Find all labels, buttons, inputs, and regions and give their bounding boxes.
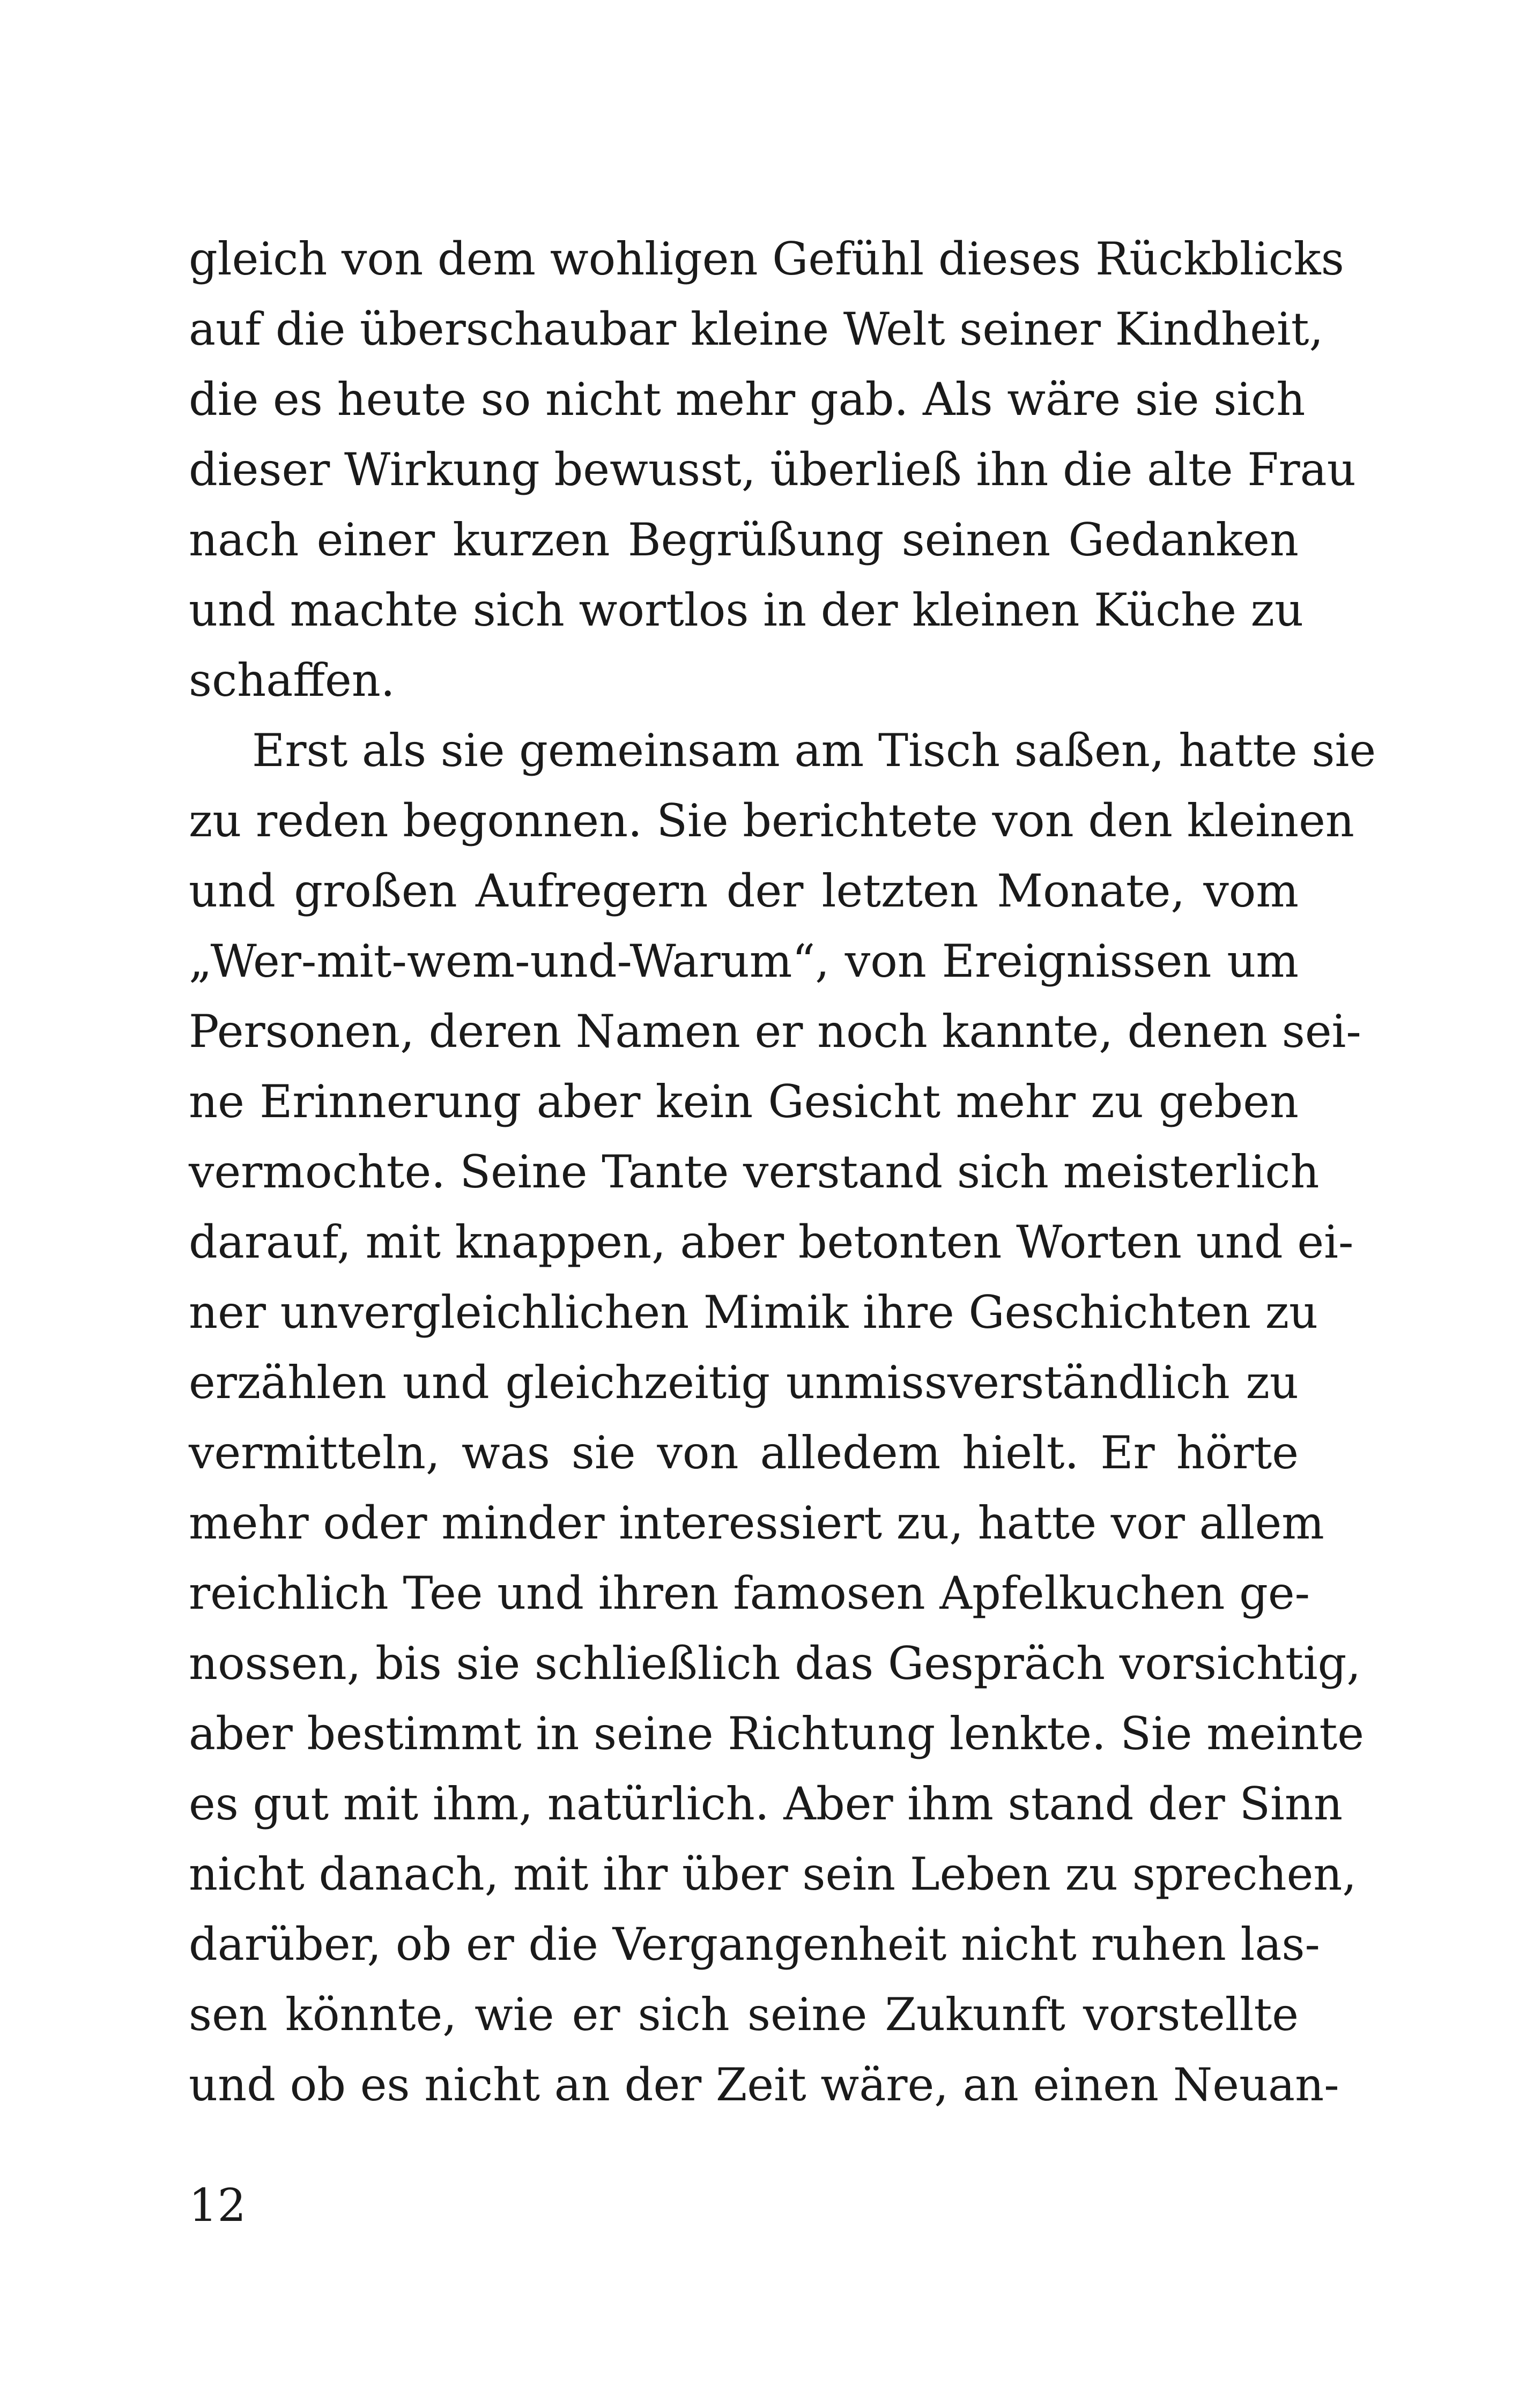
text-line: darauf, mit knappen, aber betonten Worten und ei- [189, 1216, 1354, 1268]
text-line: „Wer-mit-wem-und-Warum“, von Ereignissen um [189, 935, 1299, 987]
paragraph-1 [189, 224, 1356, 716]
text-line: und großen Aufregern der letzten Monate, vom [189, 865, 1299, 917]
text-line: es gut mit ihm, natürlich. Aber ihm stand der Sinn [189, 1778, 1343, 1830]
paragraph-2 [189, 716, 1376, 2120]
text-line: nach einer kurzen Begrüßung seinen Gedanken [189, 514, 1299, 566]
text-line: erzählen und gleichzeitig unmissverständlich zu [189, 1356, 1299, 1409]
text-line: mehr oder minder interessiert zu, hatte vor allem [189, 1497, 1324, 1549]
text-line: auf die überschaubar kleine Welt seiner Kindheit, [189, 303, 1324, 355]
text-line: sen könnte, wie er sich seine Zukunft vorstellte [189, 1988, 1299, 2041]
text-line: schaffen. [189, 654, 395, 707]
text-line: nossen, bis sie schließlich das Gespräch vorsichtig, [189, 1637, 1361, 1690]
text-line: vermitteln, was sie von alledem hielt. Er hörte [189, 1426, 1299, 1479]
text-line: vermochte. Seine Tante verstand sich meisterlich [189, 1146, 1320, 1198]
text-line: nicht danach, mit ihr über sein Leben zu sprechen, [189, 1848, 1357, 1900]
text-line: ne Erinnerung aber kein Gesicht mehr zu geben [189, 1075, 1299, 1128]
text-line: ner unvergleichlichen Mimik ihre Geschichten zu [189, 1286, 1318, 1339]
text-line: und machte sich wortlos in der kleinen Küche zu [189, 584, 1304, 636]
text-line: darüber, ob er die Vergangenheit nicht ruhen las- [189, 1918, 1320, 1971]
text-line: zu reden begonnen. Sie berichtete von den kleinen [189, 794, 1354, 847]
text-line: dieser Wirkung bewusst, überließ ihn die alte Frau [189, 443, 1356, 496]
text-line: Personen, deren Namen er noch kannte, denen sei- [189, 1005, 1361, 1058]
text-line: Erst als sie gemeinsam am Tisch saßen, hatte sie [252, 724, 1376, 777]
page-number: 12 [189, 2179, 246, 2232]
text-line: und ob es nicht an der Zeit wäre, an einen Neuan- [189, 2058, 1339, 2111]
text-line: gleich von dem wohligen Gefühl dieses Rückblicks [189, 233, 1344, 285]
body-text [189, 224, 1376, 2120]
text-line: die es heute so nicht mehr gab. Als wäre sie sich [189, 373, 1306, 426]
text-line: aber bestimmt in seine Richtung lenkte. Sie meinte [189, 1707, 1364, 1760]
text-line: reichlich Tee und ihren famosen Apfelkuchen ge- [189, 1567, 1310, 1619]
